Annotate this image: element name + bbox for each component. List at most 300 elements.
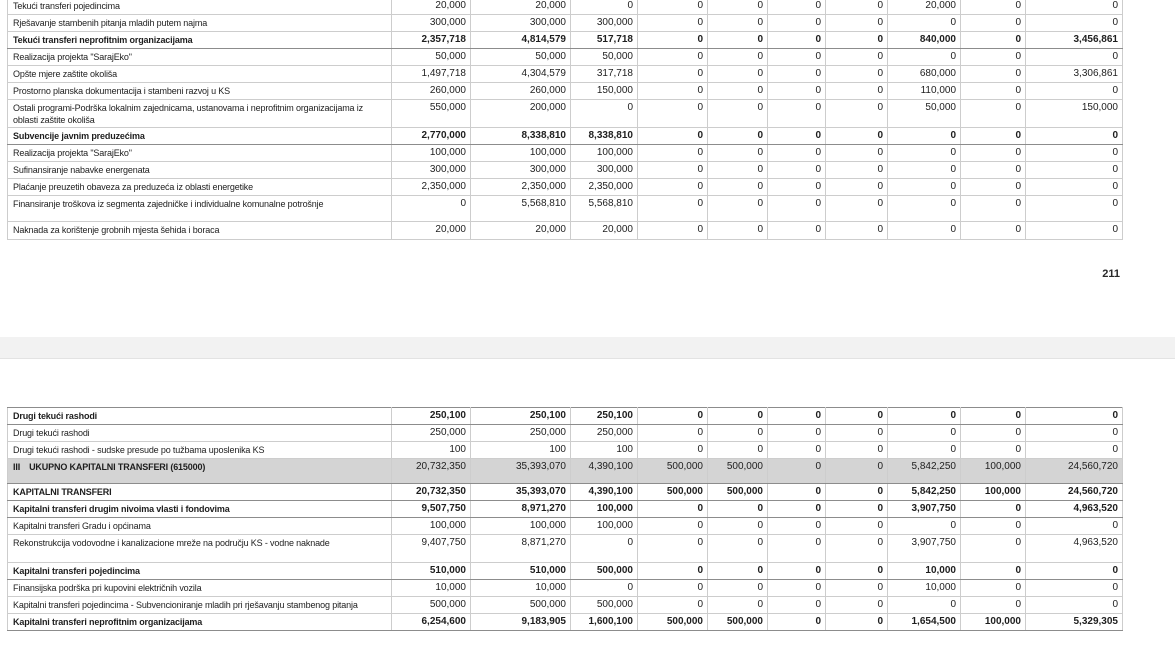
cell-value: 0: [768, 442, 826, 459]
cell-value: 5,842,250: [888, 459, 961, 484]
cell-value: 20,000: [571, 222, 638, 240]
row-label-text: Sufinansiranje nabavke energenata: [13, 165, 150, 175]
table-row: [8, 518, 1123, 535]
cell-value: 0: [708, 425, 768, 442]
cell-value: 0: [826, 408, 888, 425]
cell-value: 0: [768, 100, 826, 128]
cell-value: 0: [768, 83, 826, 100]
cell-value: 0: [826, 535, 888, 563]
row-label-text: Prostorno planska dokumentacija i stambeni razvoj u KS: [13, 86, 231, 96]
cell-value: 0: [826, 442, 888, 459]
table-row: [8, 408, 1123, 425]
cell-value: 100,000: [961, 614, 1026, 631]
cell-value: 0: [888, 145, 961, 162]
cell-value: 200,000: [471, 100, 571, 128]
cell-value: 0: [708, 442, 768, 459]
cell-value: 0: [961, 49, 1026, 66]
cell-value: 0: [768, 535, 826, 563]
cell-value: 0: [638, 518, 708, 535]
table-row: [8, 162, 1123, 179]
cell-value: 0: [888, 408, 961, 425]
cell-value: 0: [1026, 580, 1123, 597]
cell-value: 0: [638, 563, 708, 580]
cell-value: 0: [961, 145, 1026, 162]
cell-value: 0: [768, 66, 826, 83]
row-label: [8, 408, 392, 425]
cell-value: 24,560,720: [1026, 459, 1123, 484]
row-label: [8, 518, 392, 535]
cell-value: 0: [708, 32, 768, 49]
cell-value: 4,390,100: [571, 459, 638, 484]
cell-value: 0: [888, 442, 961, 459]
cell-value: 0: [1026, 196, 1123, 222]
cell-value: 0: [768, 614, 826, 631]
cell-value: 0: [708, 408, 768, 425]
cell-value: 4,390,100: [571, 484, 638, 501]
cell-value: 0: [961, 179, 1026, 196]
cell-value: 8,871,270: [471, 535, 571, 563]
cell-value: 5,842,250: [888, 484, 961, 501]
cell-value: 0: [768, 518, 826, 535]
cell-value: 0: [571, 0, 638, 15]
cell-value: 4,304,579: [471, 66, 571, 83]
row-label: [8, 145, 392, 162]
cell-value: 0: [768, 179, 826, 196]
row-label: [8, 425, 392, 442]
cell-value: 0: [638, 162, 708, 179]
cell-value: 3,907,750: [888, 501, 961, 518]
cell-value: 0: [1026, 425, 1123, 442]
cell-value: 0: [638, 49, 708, 66]
row-label-text: Kapitalni transferi neprofitnim organizacijama: [13, 617, 203, 627]
cell-value: 0: [638, 535, 708, 563]
cell-value: 0: [708, 15, 768, 32]
cell-value: 0: [826, 179, 888, 196]
cell-value: 0: [768, 563, 826, 580]
cell-value: 0: [768, 425, 826, 442]
cell-value: 0: [638, 100, 708, 128]
cell-value: 0: [638, 83, 708, 100]
cell-value: 0: [961, 222, 1026, 240]
cell-value: 250,100: [471, 408, 571, 425]
table-row: [8, 32, 1123, 49]
cell-value: 0: [768, 0, 826, 15]
cell-value: 0: [392, 196, 471, 222]
cell-value: 24,560,720: [1026, 484, 1123, 501]
cell-value: 0: [571, 580, 638, 597]
row-label-text: Kapitalni transferi drugim nivoima vlasti i fondovima: [13, 504, 230, 514]
table-row: [8, 563, 1123, 580]
cell-value: 840,000: [888, 32, 961, 49]
cell-value: 35,393,070: [471, 484, 571, 501]
cell-value: 0: [888, 425, 961, 442]
cell-value: 20,000: [471, 0, 571, 15]
cell-value: 0: [708, 597, 768, 614]
cell-value: 100,000: [392, 518, 471, 535]
cell-value: 0: [638, 501, 708, 518]
cell-value: 100,000: [571, 501, 638, 518]
cell-value: 500,000: [571, 563, 638, 580]
cell-value: 0: [826, 145, 888, 162]
cell-value: 0: [638, 597, 708, 614]
budget-table-top: [7, 0, 1123, 240]
row-label-text: Realizacija projekta "SarajEko": [13, 52, 132, 62]
cell-value: 0: [708, 0, 768, 15]
cell-value: 500,000: [708, 614, 768, 631]
row-label: [8, 196, 392, 222]
cell-value: 150,000: [571, 83, 638, 100]
row-label: [8, 162, 392, 179]
cell-value: 300,000: [392, 15, 471, 32]
cell-value: 100,000: [471, 518, 571, 535]
cell-value: 0: [888, 518, 961, 535]
cell-value: 2,770,000: [392, 128, 471, 145]
cell-value: 0: [961, 162, 1026, 179]
cell-value: 500,000: [392, 597, 471, 614]
cell-value: 260,000: [392, 83, 471, 100]
budget-table-bottom-body: [8, 408, 1123, 631]
cell-value: 150,000: [1026, 100, 1123, 128]
cell-value: 20,000: [471, 222, 571, 240]
row-label: [8, 442, 392, 459]
row-label: [8, 32, 392, 49]
cell-value: 0: [961, 32, 1026, 49]
cell-value: 0: [768, 162, 826, 179]
cell-value: 4,963,520: [1026, 501, 1123, 518]
budget-table-top-section: [7, 0, 1122, 240]
cell-value: 20,000: [392, 222, 471, 240]
cell-value: 0: [768, 459, 826, 484]
cell-value: 20,732,350: [392, 484, 471, 501]
cell-value: 10,000: [392, 580, 471, 597]
cell-value: 100,000: [392, 145, 471, 162]
row-label: [8, 484, 392, 501]
cell-value: 0: [768, 501, 826, 518]
cell-value: 0: [961, 196, 1026, 222]
row-label-text: Plaćanje preuzetih obaveza za preduzeća iz oblasti energetike: [13, 182, 254, 192]
cell-value: 8,338,810: [471, 128, 571, 145]
cell-value: 0: [826, 484, 888, 501]
cell-value: 510,000: [471, 563, 571, 580]
cell-value: 0: [571, 100, 638, 128]
cell-value: 0: [768, 49, 826, 66]
cell-value: 0: [888, 222, 961, 240]
cell-value: 0: [708, 518, 768, 535]
cell-value: 0: [638, 408, 708, 425]
cell-value: 0: [888, 15, 961, 32]
cell-value: 0: [768, 15, 826, 32]
cell-value: 0: [708, 128, 768, 145]
row-label: [8, 100, 392, 128]
table-row: [8, 484, 1123, 501]
cell-value: 10,000: [888, 563, 961, 580]
cell-value: 100,000: [961, 484, 1026, 501]
table-row: [8, 15, 1123, 32]
cell-value: 20,000: [888, 0, 961, 15]
cell-value: 0: [708, 162, 768, 179]
cell-value: 300,000: [571, 162, 638, 179]
row-label-text: Kapitalni transferi pojedincima - Subvencioniranje mladih pri rješavanju stambenog pitanja: [13, 600, 358, 610]
cell-value: 3,306,861: [1026, 66, 1123, 83]
table-row: [8, 580, 1123, 597]
cell-value: 4,963,520: [1026, 535, 1123, 563]
cell-value: 0: [708, 196, 768, 222]
row-label-text: Ostali programi-Podrška lokalnim zajednicama, ustanovama i neprofitnim organizacijama iz oblasti zaštite okoliša: [13, 103, 363, 125]
cell-value: 0: [961, 518, 1026, 535]
row-label-text: Kapitalni transferi pojedincima: [13, 566, 140, 576]
cell-value: 0: [768, 222, 826, 240]
cell-value: 50,000: [392, 49, 471, 66]
cell-value: 0: [826, 425, 888, 442]
table-row: [8, 66, 1123, 83]
cell-value: 1,497,718: [392, 66, 471, 83]
cell-value: 0: [708, 49, 768, 66]
row-label-text: Rješavanje stambenih pitanja mladih putem najma: [13, 18, 208, 28]
cell-value: 0: [1026, 145, 1123, 162]
cell-value: 8,971,270: [471, 501, 571, 518]
cell-value: 0: [708, 179, 768, 196]
cell-value: 500,000: [708, 459, 768, 484]
row-label-text: KAPITALNI TRANSFERI: [13, 487, 112, 497]
row-label-text: Kapitalni transferi Gradu i općinama: [13, 521, 151, 531]
cell-value: 2,357,718: [392, 32, 471, 49]
cell-value: 0: [826, 15, 888, 32]
cell-value: 0: [638, 222, 708, 240]
cell-value: 0: [961, 83, 1026, 100]
cell-value: 1,654,500: [888, 614, 961, 631]
cell-value: 100,000: [961, 459, 1026, 484]
row-label: [8, 83, 392, 100]
cell-value: 0: [826, 83, 888, 100]
table-row: [8, 196, 1123, 222]
cell-value: 0: [961, 15, 1026, 32]
row-label-text: Finansiranje troškova iz segmenta zajedničke i individualne komunalne potrošnje: [13, 199, 324, 209]
cell-value: 0: [1026, 518, 1123, 535]
table-row: [8, 222, 1123, 240]
cell-value: 500,000: [638, 459, 708, 484]
table-row: [8, 179, 1123, 196]
table-row: [8, 49, 1123, 66]
row-label: [8, 563, 392, 580]
cell-value: 500,000: [471, 597, 571, 614]
cell-value: 0: [888, 196, 961, 222]
row-label: [8, 535, 392, 563]
cell-value: 0: [961, 563, 1026, 580]
cell-value: 50,000: [471, 49, 571, 66]
table-row: [8, 145, 1123, 162]
cell-value: 0: [708, 563, 768, 580]
cell-value: 5,568,810: [471, 196, 571, 222]
row-label-text: Drugi tekući rashodi: [13, 411, 98, 421]
cell-value: 0: [768, 196, 826, 222]
cell-value: 0: [826, 501, 888, 518]
row-label: [8, 0, 392, 15]
table-row: [8, 0, 1123, 15]
cell-value: 0: [961, 408, 1026, 425]
cell-value: 100,000: [571, 518, 638, 535]
cell-value: 0: [826, 459, 888, 484]
cell-value: 0: [708, 145, 768, 162]
cell-value: 0: [826, 49, 888, 66]
cell-value: 680,000: [888, 66, 961, 83]
cell-value: 3,456,861: [1026, 32, 1123, 49]
cell-value: 250,000: [392, 425, 471, 442]
row-label: [8, 459, 392, 484]
cell-value: 0: [826, 128, 888, 145]
cell-value: 0: [961, 535, 1026, 563]
row-label-text: Realizacija projekta "SarajEko": [13, 148, 132, 158]
row-label-text: Drugi tekući rashodi: [13, 428, 90, 438]
cell-value: 9,507,750: [392, 501, 471, 518]
cell-value: 260,000: [471, 83, 571, 100]
cell-value: 1,600,100: [571, 614, 638, 631]
cell-value: 5,568,810: [571, 196, 638, 222]
row-label-text: Drugi tekući rashodi - sudske presude po tužbama uposlenika KS: [13, 445, 265, 455]
cell-value: 250,100: [392, 408, 471, 425]
cell-value: 0: [826, 196, 888, 222]
row-label-text: Tekući transferi pojedincima: [13, 1, 120, 11]
cell-value: 0: [826, 614, 888, 631]
cell-value: 0: [961, 0, 1026, 15]
cell-value: 300,000: [571, 15, 638, 32]
row-label: [8, 614, 392, 631]
cell-value: 0: [888, 49, 961, 66]
cell-value: 0: [888, 597, 961, 614]
cell-value: 0: [708, 535, 768, 563]
cell-value: 0: [708, 66, 768, 83]
table-row: [8, 501, 1123, 518]
cell-value: 0: [1026, 0, 1123, 15]
cell-value: 517,718: [571, 32, 638, 49]
cell-value: 100: [571, 442, 638, 459]
cell-value: 0: [826, 0, 888, 15]
cell-value: 0: [768, 580, 826, 597]
page-number: 211: [1102, 268, 1120, 280]
cell-value: 8,338,810: [571, 128, 638, 145]
table-row: [8, 597, 1123, 614]
cell-value: 0: [961, 442, 1026, 459]
cell-value: 0: [708, 501, 768, 518]
table-row: [8, 425, 1123, 442]
cell-value: 510,000: [392, 563, 471, 580]
cell-value: 0: [1026, 162, 1123, 179]
row-label: [8, 15, 392, 32]
table-row: [8, 535, 1123, 563]
row-label: [8, 179, 392, 196]
row-label: [8, 49, 392, 66]
cell-value: 0: [638, 425, 708, 442]
table-row: [8, 100, 1123, 128]
budget-table-bottom: [7, 407, 1123, 631]
cell-value: 20,000: [392, 0, 471, 15]
cell-value: 0: [1026, 15, 1123, 32]
cell-value: 0: [826, 162, 888, 179]
cell-value: 0: [826, 100, 888, 128]
row-label: [8, 597, 392, 614]
cell-value: 100,000: [571, 145, 638, 162]
cell-value: 0: [708, 222, 768, 240]
cell-value: 3,907,750: [888, 535, 961, 563]
cell-value: 35,393,070: [471, 459, 571, 484]
row-label-text: UKUPNO KAPITALNI TRANSFERI (615000): [29, 462, 206, 472]
cell-value: 0: [888, 162, 961, 179]
cell-value: 0: [638, 0, 708, 15]
cell-value: 10,000: [471, 580, 571, 597]
cell-value: 0: [571, 535, 638, 563]
cell-value: 2,350,000: [571, 179, 638, 196]
cell-value: 0: [1026, 597, 1123, 614]
row-label-text: Naknada za korištenje grobnih mjesta šehida i boraca: [13, 225, 220, 235]
cell-value: 100: [392, 442, 471, 459]
row-label-text: Opšte mjere zaštite okoliša: [13, 69, 117, 79]
row-label: [8, 66, 392, 83]
cell-value: 0: [1026, 222, 1123, 240]
cell-value: 0: [638, 15, 708, 32]
cell-value: 0: [826, 563, 888, 580]
cell-value: 250,100: [571, 408, 638, 425]
row-label-text: Rekonstrukcija vodovodne i kanalizacione mreže na području KS - vodne naknade: [13, 538, 330, 548]
cell-value: 0: [961, 501, 1026, 518]
cell-value: 9,183,905: [471, 614, 571, 631]
cell-value: 50,000: [888, 100, 961, 128]
cell-value: 0: [768, 597, 826, 614]
cell-value: 110,000: [888, 83, 961, 100]
cell-value: 250,000: [471, 425, 571, 442]
cell-value: 2,350,000: [392, 179, 471, 196]
row-label-text: Tekući transferi neprofitnim organizacijama: [13, 35, 193, 45]
cell-value: 500,000: [571, 597, 638, 614]
cell-value: 0: [638, 442, 708, 459]
cell-value: 250,000: [571, 425, 638, 442]
cell-value: 5,329,305: [1026, 614, 1123, 631]
page-gap-band: [0, 337, 1175, 359]
cell-value: 2,350,000: [471, 179, 571, 196]
row-label: [8, 128, 392, 145]
cell-value: 0: [768, 128, 826, 145]
cell-value: 0: [826, 518, 888, 535]
cell-value: 0: [638, 580, 708, 597]
cell-value: 0: [961, 425, 1026, 442]
cell-value: 50,000: [571, 49, 638, 66]
cell-value: 0: [961, 597, 1026, 614]
table-row: [8, 83, 1123, 100]
cell-value: 0: [1026, 179, 1123, 196]
cell-value: 100,000: [471, 145, 571, 162]
row-label-text: Finansijska podrška pri kupovini električnih vozila: [13, 583, 202, 593]
cell-value: 0: [888, 128, 961, 145]
cell-value: 0: [826, 597, 888, 614]
cell-value: 0: [768, 32, 826, 49]
cell-value: 0: [768, 408, 826, 425]
cell-value: 9,407,750: [392, 535, 471, 563]
cell-value: 0: [1026, 408, 1123, 425]
cell-value: 4,814,579: [471, 32, 571, 49]
cell-value: 300,000: [471, 162, 571, 179]
cell-value: 20,732,350: [392, 459, 471, 484]
cell-value: 0: [638, 179, 708, 196]
cell-value: 0: [708, 83, 768, 100]
row-label: [8, 580, 392, 597]
cell-value: 0: [1026, 128, 1123, 145]
cell-value: 0: [1026, 83, 1123, 100]
cell-value: 0: [961, 100, 1026, 128]
cell-value: 0: [961, 128, 1026, 145]
cell-value: 0: [961, 66, 1026, 83]
cell-value: 300,000: [392, 162, 471, 179]
row-label-text: Subvencije javnim preduzećima: [13, 131, 145, 141]
cell-value: 0: [826, 66, 888, 83]
cell-value: 300,000: [471, 15, 571, 32]
